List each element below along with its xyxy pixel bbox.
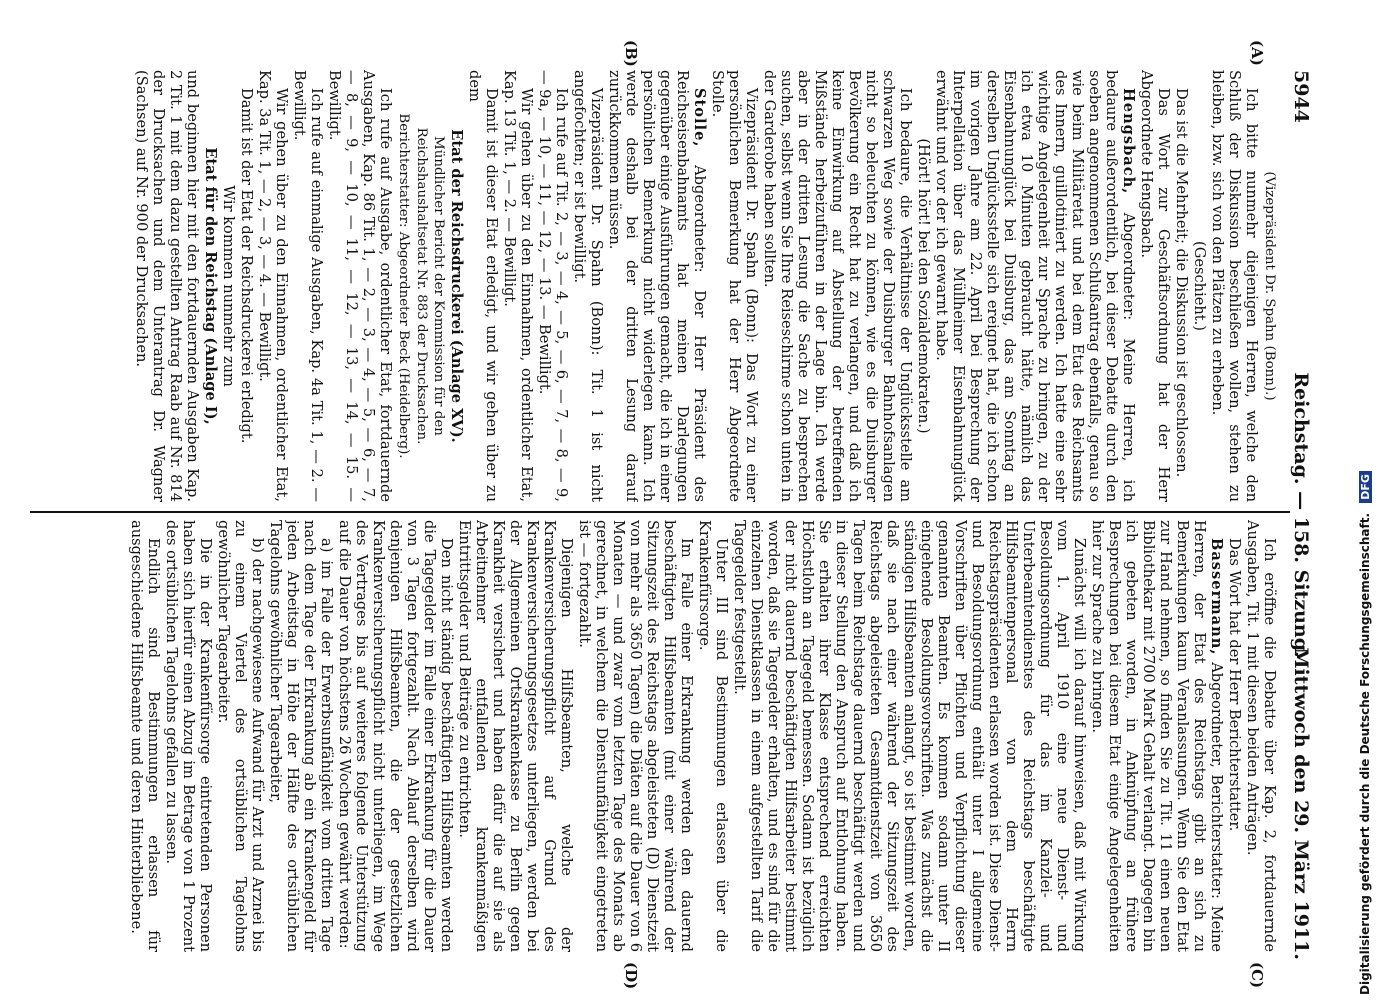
paragraph: Diejenigen Hilfsbeamten, welche der Krankenversicherungspflicht auf Grund des Krankenversicherungsgesetzes unterliegen, werden bei der Allgemeinen Ortskrankenkasse zu Berlin gegen Krankheit versichert und haben dafür die auf sie als Arbeitnehmer entfallenden krankenmäßigen Eintrittsgelder und Beiträge zu entrichten. <box>456 520 575 952</box>
credit-text: Digitalisierung gefördert durch die Deutsche Forschungsgemeinschaft. <box>1358 512 1372 995</box>
list-item: b) der nachgewiesene Aufwand für Arzt und Arznei bis zu einem Viertel des ortsüblichen Tagelohns gewöhnlicher Tagearbeiter. <box>215 520 266 952</box>
stage-note: (Hört! hört! bei den Sozialdemokraten.) <box>915 138 932 434</box>
paragraph: Den nicht ständig beschäftigten Hilfsbeamten werden die Tagegelder im Falle einer Erkrankung für die Dauer von 3 Tagen fortgezahlt. Nach Ablauf derselben wird denjenigen Hilfsbeamten, die der gesetzlichen Krankenversicherungspflicht nicht unterliegen, im Wege des Vertrages bis auf weiteres folgende Unterstützung auf die Dauer von höchstens 26 Wochen gewährt werden: <box>336 520 455 952</box>
column-divider <box>30 511 1290 513</box>
margin-marker-c: (C) <box>1248 962 1266 989</box>
paragraph: Endlich sind Bestimmungen erlassen für ausgeschiedene Hilfsbeamte und deren Hinterbliebene. <box>128 520 162 952</box>
paragraph: Damit ist der Etat der Reichsdruckerei erledigt. <box>238 88 255 444</box>
speaker-name: Stolle, <box>691 88 708 148</box>
speech-text: Abgeordneter: Meine Herren, ich bedaure außerordentlich, bei dieser Debatte durch den soeben angenommenen Schlußantrag ebenfalls, genau so wie beim Militäretat und bei dem Etat des Reichsamts des Innern, guillotiniert zu werden. Ich hatte eine sehr wichtige Angelegenheit zur Sprache zu bringen, zu der ich etwa 10 Minuten gebraucht hätte, nämlich das Eisenbahnunglück bei Duisburg, das am Sonntag an derselben Unglücksstelle sich ereignet hat, die ich schon im vorigen Jahre am 22. April bei Besprechung der Interpellation über das Müllheimer Eisenbahnunglück erwähnt und vor der ich gewarnt habe. <box>933 70 1137 502</box>
paragraph: Unter III sind Bestimmungen erlassen über die Krankenfürsorge. <box>696 520 730 952</box>
section-heading: Etat für den Reichstag (Anlage I), <box>202 147 219 425</box>
speaker-note: (Vizepräsident Dr. Spahn (Bonn).) <box>1262 171 1277 401</box>
paragraph: Ich eröffne die Debatte über Kap. 2, fortdauernde Ausgaben, Tit. 1 mit diesen beiden Anträgen. <box>1244 520 1278 952</box>
paragraph: Vizepräsident Dr. Spahn (Bonn): Tit. 1 ist nicht angefochten; er ist bewilligt. <box>571 70 605 502</box>
paragraph: Das Wort hat der Herr Berichterstatter. <box>1226 538 1243 832</box>
section-heading: Etat der Reichsdruckerei (Anlage XV). <box>448 129 465 443</box>
margin-marker-d: (D) <box>622 962 640 990</box>
paragraph: Ich rufe auf Ausgabe, ordentlicher Etat, fortdauernde Ausgaben, Kap. 86 Tit. 1, — 2, — 3, — 4, — 5, — 6, — 7, — 8, — 9, — 10, — 11, — 12, — 13, — 14, — 15. — Bewilligt. <box>326 70 394 502</box>
paragraph: Im Falle einer Erkrankung werden den dauernd beschäftigten Hilfsbeamten (mit einer während der Sitzungszeit des Reichstags abgeleisteten (D) Dienstzeit von mehr als 3650 Tagen) die Diäten auf die Dauer von 6 Monaten — und zwar vom letzten Tage des Monats ab gerechnet, in welchem die Dienstunfähigkeit eingetreten ist — fortgezahlt. <box>576 520 695 952</box>
paragraph: Wir kommen nunmehr zum <box>220 185 237 387</box>
speaker-name: Bassermann, <box>1208 538 1225 656</box>
paragraph: Das Wort zur Geschäftsordnung hat der Herr Abgeordnete Hengsbach. <box>1138 70 1172 502</box>
stage-note: (Geschieht.) <box>1191 241 1208 331</box>
page-number: 5944 <box>1290 70 1312 123</box>
list-item: a) im Falle der Erwerbsunfähigkeit vom dritten Tage nach dem Tage der Erkrankung ab ein Krankengeld für jeden Arbeitstag in Höhe der Hälfte des ortsüblichen Tagelohns gewöhnlicher Tagearbeiter, <box>267 520 335 952</box>
paragraph: Das ist die Mehrheit; die Diskussion ist geschlossen. <box>1173 88 1190 478</box>
paragraph: Ich bitte nunmehr diejenigen Herren, welche den Schluß der Diskussion beschließen wollen, stehen zu bleiben, bzw. sich von den Plätzen zu erheben. <box>1209 70 1260 502</box>
speech-paragraph <box>606 70 708 502</box>
paragraph: Mündlicher Bericht der Kommission für den Reichshaushaltsetat Nr. 883 der Drucksachen. <box>414 127 446 445</box>
right-column <box>30 520 1278 952</box>
paragraph: Damit ist dieser Etat erledigt, und wir gehen über zu dem <box>466 70 500 502</box>
page-header <box>1284 70 1312 960</box>
paragraph: und beginnen hier mit den fortdauernden Ausgaben Kap. 2 Tit. 1 mit dem dazu gestellten Antrag Raab auf Nr. 814 der Drucksachen und dem Unterantrag Dr. Wagner (Sachsen) auf Nr. 900 der Drucksachen. <box>133 70 201 502</box>
page-title: Reichstag. — 158. Sitzung. <box>1290 372 1312 658</box>
paragraph: Ich rufe auf einmalige Ausgaben, Kap. 4a Tit. 1, — 2. — Bewilligt. <box>291 70 325 502</box>
paragraph: Wir gehen über zu den Einnahmen, ordentlicher Etat, Kap. 13 Tit. 1, — 2. — Bewilligt. <box>501 70 535 502</box>
digitization-credit <box>1358 471 1372 995</box>
speech-text: Abgeordneter, Berichterstatter: Meine Herren, der Etat des Reichstags gibt an sich zu Bemerkungen kaum Veranlassungen. Wenn Sie den Etat zur Hand nehmen, so finden Sie zu Tit. 11 einen neuen Bibliothekar mit 2700 Mark Gehalt verlangt. Dagegen bin ich gebeten worden, in Anknüpfung an frühere Besprechungen bei diesem Etat einige Angelegenheiten hier zur Sprache zu bringen. <box>1089 520 1225 952</box>
paragraph: Ich bedaure, die Verhältnisse der Unglücksstelle am schwarzen Weg sowie der Duisburger Bahnhofsanlagen nicht so beleuchten zu können, wie es die Duisburger Bevölkerung ein Recht hat zu verlangen, und daß ich keine Einwirkung auf Abstellung der betreffenden Mißstände herbeizuführen in der Lage bin. Ich werde aber in der dritten Lesung die Sache zu besprechen suchen, selbst wenn Sie Ihre Reiseschirme schon unten in der Garderobe haben sollten. <box>761 70 914 502</box>
page-date: Mittwoch den 29. März 1911. <box>1290 647 1312 960</box>
margin-marker-b: (B) <box>622 40 640 67</box>
speaker-name: Hengsbach, <box>1120 88 1137 195</box>
speech-text: Abgeordneter: Der Herr Präsident des Reichseisenbahnamts hat meinen Darlegungen gegenüber einige Ausführungen gemacht, die ich in einer persönlichen Bemerkung nicht widerlegen kann. Ich werde deshalb bei der dritten Lesung darauf zurückkommen müssen. <box>606 70 708 502</box>
paragraph: Berichterstatter: Abgeordneter Beck (Heidelberg). <box>396 113 411 459</box>
speech-paragraph <box>1089 520 1225 952</box>
paragraph: Die in der Krankenfürsorge eintretenden Personen haben sich hierfür einen Abzug im Betrage von 1 Prozent des ortsüblichen Tagelohns gefallen zu lassen. <box>163 520 214 952</box>
speech-paragraph <box>933 70 1137 502</box>
paragraph: Wir gehen über zu den Einnahmen, ordentlicher Etat, Kap. 3a Tit. 1, — 2, — 3, — 4. — Bewilligt. <box>256 70 290 502</box>
margin-marker-a: (A) <box>1248 40 1266 66</box>
paragraph: Vizepräsident Dr. Spahn (Bonn): Das Wort zu einer persönlichen Bemerkung hat der Herr Abgeordnete Stolle. <box>709 70 760 502</box>
dfg-logo: DFG <box>1359 471 1372 503</box>
paragraph: Zunächst will ich darauf hinweisen, daß mit Wirkung vom 1. April 1910 eine neue Dienst- und Besoldungsordnung für das im Kanzlei- und Unterbeamtendienstes des Reichstags beschäftigte Hilfsbeamtenpersonal von dem Herrn Reichstagspräsidenten erlassen worden ist. Diese Dienst- und Besoldungsordnung enthält unter I allgemeine Vorschriften über Pflichten und Verpflichtung dieser genannten Beamten. Es kommen sodann unter II eingehende Besoldungsvorschriften. Was zunächst die ständigen Hilfsbeamten anlangt, so ist bestimmt worden, daß sie nach einer während der Sitzungszeit des Reichstags abgeleisteten Gesamtdienstzeit von 3650 Tagen beim Reichstage dauernd beschäftigt werden und in dieser Stellung den Anspruch auf Entlohnung haben. Sie erhalten ihrer Klasse entsprechend erreichten Höchstlohn an Tagegeld bemessen. Sodann ist bezüglich der nicht dauernd beschäftigten Hilfsarbeiter bestimmt worden, daß sie Tagegelder erhalten, und es sind für die einzelnen Dienstklassen in einem aufgestellten Tarif die Tagegelder festgestellt. <box>731 520 1088 952</box>
left-column <box>30 70 1278 502</box>
paragraph: Ich rufe auf Tit. 2, — 3, — 4, — 5, — 6, — 7, — 8, — 9, — 9a, — 10, — 11, — 12, — 13. — Bewilligt. <box>536 70 570 502</box>
